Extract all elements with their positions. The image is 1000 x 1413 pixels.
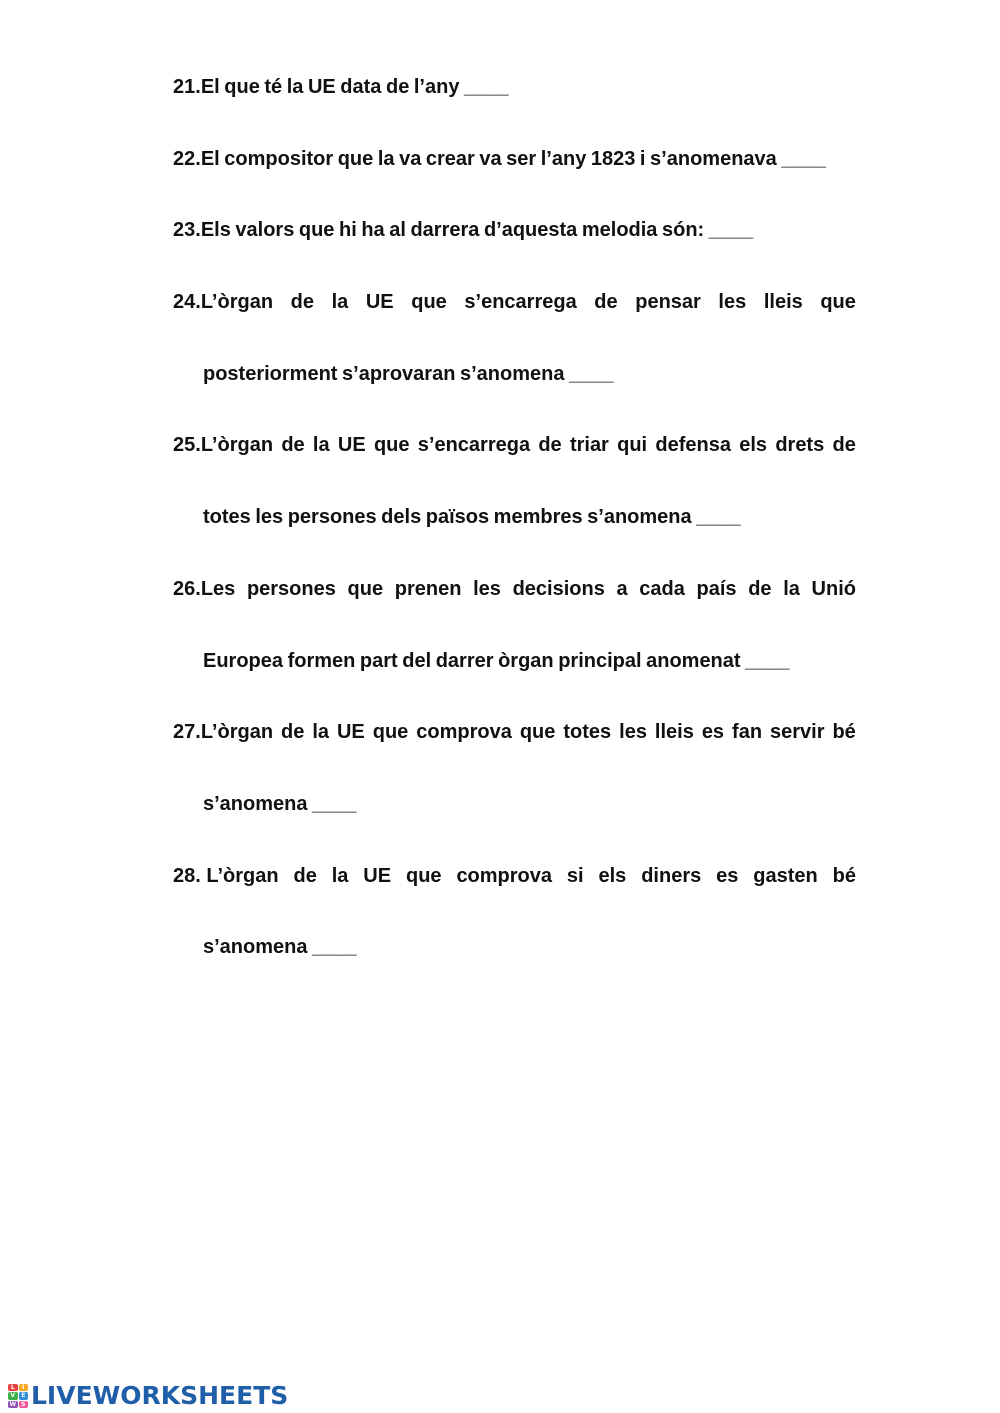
question-text: totes les persones dels països membres s’anomena ____ <box>203 506 741 528</box>
question-word: els <box>598 865 627 887</box>
question-word: les <box>718 291 747 313</box>
question-word: la <box>312 434 330 456</box>
question-word: s’encarrega <box>417 434 531 456</box>
question-word: comprova <box>456 865 553 887</box>
question-24-continuation <box>203 361 614 387</box>
question-word: defensa <box>655 434 731 456</box>
question-word: L’òrgan <box>200 291 274 313</box>
question-text: Europea formen part del darrer òrgan principal anomenat ____ <box>203 650 790 672</box>
question-24 <box>173 289 856 315</box>
question-lead <box>173 289 273 315</box>
question-word: Unió <box>811 578 856 600</box>
question-number: 23. <box>173 219 201 241</box>
question-word: de <box>281 721 305 743</box>
question-word: que <box>405 865 442 887</box>
question-27-continuation <box>203 791 357 817</box>
question-word: drets <box>775 434 825 456</box>
question-25 <box>173 432 856 458</box>
question-lead <box>173 719 273 745</box>
question-number: 26. <box>173 578 201 600</box>
question-word: L’òrgan <box>206 865 279 887</box>
question-word: UE <box>365 291 394 313</box>
question-word: de <box>748 578 772 600</box>
question-word: lleis <box>763 291 803 313</box>
liveworksheets-blocks-icon <box>8 1384 28 1408</box>
question-23 <box>173 217 753 243</box>
question-word: UE <box>336 721 365 743</box>
question-word: lleis <box>654 721 694 743</box>
question-text: Els valors que hi ha al darrera d’aquesta melodia són: ____ <box>200 219 754 241</box>
question-word: a <box>616 578 628 600</box>
question-word: que <box>347 578 384 600</box>
question-word: la <box>331 865 349 887</box>
question-word: es <box>716 865 739 887</box>
brand-name: LIVEWORKSHEETS <box>31 1381 289 1410</box>
question-number: 28. <box>173 865 207 887</box>
question-word: UE <box>337 434 366 456</box>
question-text: El que té la UE data de l’any ____ <box>200 76 509 98</box>
question-26-continuation <box>203 648 790 674</box>
question-number: 24. <box>173 291 201 313</box>
question-word: pensar <box>635 291 701 313</box>
question-word: de <box>281 434 305 456</box>
question-lead <box>173 432 273 458</box>
question-word: de <box>594 291 618 313</box>
question-26 <box>173 576 856 602</box>
question-word: els <box>739 434 768 456</box>
question-word: la <box>312 721 330 743</box>
question-word: les <box>619 721 647 743</box>
question-28-continuation <box>203 934 357 960</box>
question-word: que <box>820 291 856 313</box>
logo-block: I <box>19 1384 29 1391</box>
question-word: totes <box>563 721 612 743</box>
question-27 <box>173 719 856 745</box>
question-word: bé <box>832 865 856 887</box>
question-word: país <box>696 578 737 600</box>
question-word: L’òrgan <box>200 721 274 743</box>
question-22 <box>173 146 826 172</box>
question-word: les <box>473 578 501 600</box>
question-word: comprova <box>416 721 512 743</box>
logo-block: L <box>8 1384 18 1391</box>
question-word: qui <box>617 434 648 456</box>
question-number: 21. <box>173 76 201 98</box>
question-21 <box>173 74 509 100</box>
question-word: servir <box>770 721 825 743</box>
question-word: Les <box>200 578 236 600</box>
question-28 <box>173 863 856 889</box>
question-word: que <box>519 721 556 743</box>
question-number: 25. <box>173 434 201 456</box>
logo-block: W <box>9 1400 17 1408</box>
question-word: es <box>701 721 725 743</box>
question-word: de <box>290 291 314 313</box>
question-word: si <box>566 865 584 887</box>
question-word: de <box>832 434 856 456</box>
question-word: bé <box>832 721 856 743</box>
logo-block: V <box>8 1392 18 1399</box>
question-text: El compositor que la va crear va ser l’any 1823 i s’anomenava ____ <box>200 148 826 170</box>
question-number: 27. <box>173 721 201 743</box>
question-word: que <box>411 291 447 313</box>
question-text: posteriorment s’aprovaran s’anomena ____ <box>203 363 614 385</box>
question-text: s’anomena ____ <box>203 793 357 815</box>
question-text: s’anomena ____ <box>203 936 357 958</box>
question-25-continuation <box>203 504 741 530</box>
question-word: decisions <box>512 578 605 600</box>
question-word: la <box>783 578 800 600</box>
question-word: de <box>293 865 317 887</box>
question-word: diners <box>641 865 702 887</box>
logo-block: S <box>19 1401 29 1408</box>
question-word: fan <box>732 721 763 743</box>
question-word: UE <box>363 865 392 887</box>
question-word: que <box>373 434 410 456</box>
question-word: prenen <box>394 578 462 600</box>
question-lead <box>173 863 279 889</box>
question-word: de <box>538 434 562 456</box>
question-lead <box>173 576 235 602</box>
logo-block: E <box>19 1392 29 1399</box>
question-word: s’encarrega <box>464 291 577 313</box>
liveworksheets-logo[interactable] <box>8 1382 288 1410</box>
question-word: triar <box>569 434 609 456</box>
question-word: la <box>331 291 349 313</box>
question-word: persones <box>246 578 336 600</box>
question-word: que <box>372 721 409 743</box>
question-word: gasten <box>753 865 818 887</box>
question-number: 22. <box>173 148 201 170</box>
question-word: L’òrgan <box>200 434 274 456</box>
question-word: cada <box>639 578 685 600</box>
